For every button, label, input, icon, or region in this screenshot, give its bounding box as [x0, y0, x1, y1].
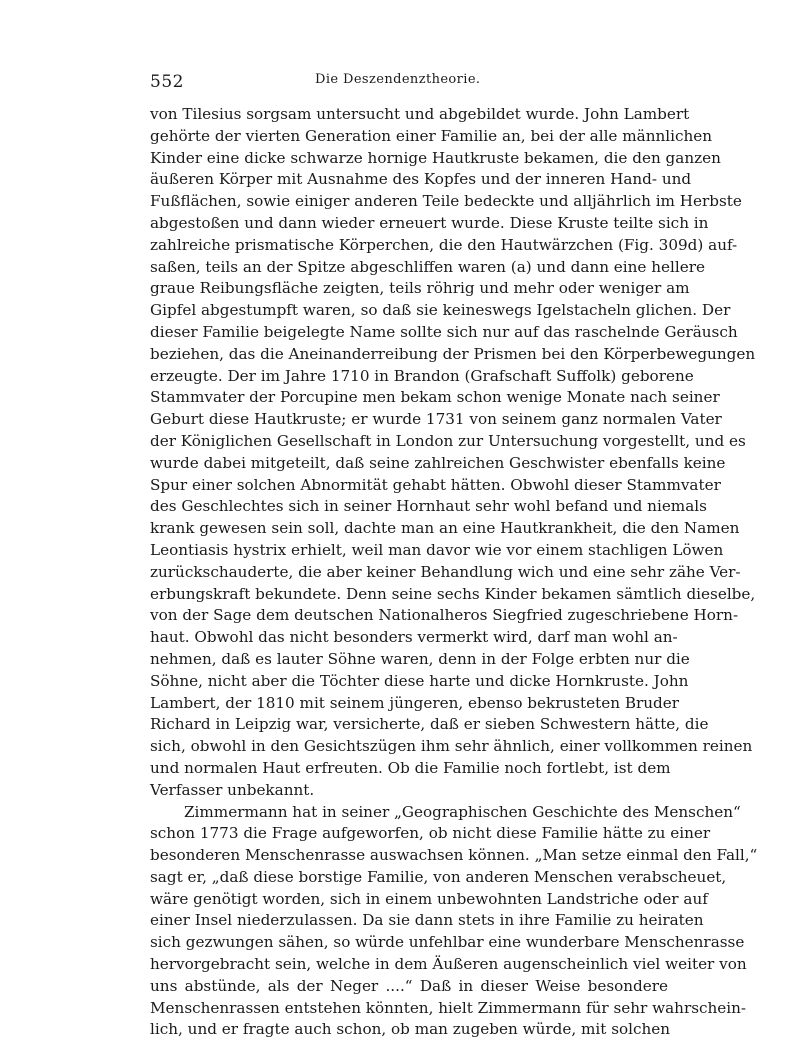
text-line: saßen, teils an der Spitze abgeschliffen waren (a) und dann eine hellere [150, 257, 705, 276]
text-line: lich, und er fragte auch schon, ob man zugeben würde, mit solchen [150, 1020, 671, 1039]
text-line: zurückschauderte, die aber keiner Behandlung wich und eine sehr zähe Ver- [150, 562, 741, 581]
text-line: krank gewesen sein soll, dachte man an eine Hautkrankheit, die den Namen [150, 519, 740, 538]
text-line: Fußflächen, sowie einiger anderen Teile bedeckte und alljährlich im Herbste [150, 192, 742, 211]
text-line: Kinder eine dicke schwarze hornige Hautkruste bekamen, die den ganzen [150, 148, 721, 167]
text-line: dieser Familie beigelegte Name sollte sich nur auf das raschelnde Geräusch [150, 322, 738, 341]
text-line: Leontiasis hystrix erhielt, weil man davor wie vor einem stachligen Löwen [150, 540, 724, 559]
text-line: Stammvater der Porcupine men bekam schon wenige Monate nach seiner [150, 388, 720, 407]
text-line: erzeugte. Der im Jahre 1710 in Brandon (Grafschaft Suffolk) geborene [150, 366, 694, 385]
text-line: Menschenrassen entstehen könnten, hielt Zimmermann für sehr wahrschein- [150, 998, 747, 1017]
text-line: sich, obwohl in den Gesichtszügen ihm sehr ähnlich, einer vollkommen reinen [150, 737, 753, 756]
text-line: nehmen, daß es lauter Söhne waren, denn in der Folge erbten nur die [150, 649, 690, 668]
text-line: Spur einer solchen Abnormität gehabt hätten. Obwohl dieser Stammvater [150, 475, 721, 494]
text-line: uns abstünde, als der Neger ....“ Daß in dieser Weise besondere [150, 976, 668, 995]
text-line: besonderen Menschenrasse auswachsen können. „Man setze einmal den Fall,“ [150, 846, 758, 865]
text-line: graue Reibungsfläche zeigten, teils röhrig und mehr oder weniger am [150, 279, 690, 298]
running-title: Die Deszendenztheorie. [315, 72, 481, 87]
text-line: wurde dabei mitgeteilt, daß seine zahlreichen Geschwister ebenfalls keine [150, 453, 726, 472]
body-text [150, 104, 758, 1041]
text-line: haut. Obwohl das nicht besonders vermerkt wird, darf man wohl an- [150, 628, 678, 647]
text-line: wäre genötigt worden, sich in einem unbewohnten Landstriche oder auf [150, 889, 708, 908]
text-line: Geburt diese Hautkruste; er wurde 1731 von seinem ganz normalen Vater [150, 410, 722, 429]
text-line: beziehen, das die Aneinanderreibung der Prismen bei den Körperbewegungen [150, 344, 756, 363]
page-header [150, 72, 660, 96]
text-line: sagt er, „daß diese borstige Familie, von anderen Menschen verabscheuet, [150, 867, 727, 886]
text-line: Söhne, nicht aber die Töchter diese harte und dicke Hornkruste. John [150, 671, 689, 690]
text-line: gehörte der vierten Generation einer Familie an, bei der alle männlichen [150, 126, 713, 145]
text-line: Richard in Leipzig war, versicherte, daß er sieben Schwestern hätte, die [150, 715, 709, 734]
text-line: Gipfel abgestumpft waren, so daß sie keineswegs Igelstacheln glichen. Der [150, 301, 731, 320]
text-line: und normalen Haut erfreuten. Ob die Familie noch fortlebt, ist dem [150, 758, 671, 777]
text-line: einer Insel niederzulassen. Da sie dann stets in ihre Familie zu heiraten [150, 911, 704, 930]
text-line: von der Sage dem deutschen Nationalheros Siegfried zugeschriebene Horn- [150, 606, 739, 625]
text-line: Lambert, der 1810 mit seinem jüngeren, ebenso bekrusteten Bruder [150, 693, 679, 712]
paragraph [150, 104, 756, 802]
text-line: von Tilesius sorgsam untersucht und abgebildet wurde. John Lambert [150, 105, 690, 123]
text-line: erbungskraft bekundete. Denn seine sechs Kinder bekamen sämtlich dieselbe, [150, 584, 756, 603]
text-line: des Geschlechtes sich in seiner Hornhaut sehr wohl befand und niemals [150, 497, 707, 516]
text-line: schon 1773 die Frage aufgeworfen, ob nicht diese Familie hätte zu einer [150, 824, 711, 843]
paragraph [150, 802, 758, 1042]
text-line: Verfasser unbekannt. [150, 780, 315, 799]
text-line: äußeren Körper mit Ausnahme des Kopfes und der inneren Hand- und [150, 170, 692, 189]
text-line: abgestoßen und dann wieder erneuert wurde. Diese Kruste teilte sich in [150, 213, 709, 232]
text-line: der Königlichen Gesellschaft in London zur Untersuchung vorgestellt, und es [150, 431, 746, 450]
text-line: sich gezwungen sähen, so würde unfehlbar eine wunderbare Menschenrasse [150, 933, 745, 952]
text-line: hervorgebracht sein, welche in dem Äußeren augenscheinlich viel weiter von [150, 955, 747, 974]
text-line: Zimmermann hat in seiner „Geographischen Geschichte des Menschen“ [184, 802, 741, 821]
text-line: zahlreiche prismatische Körperchen, die den Hautwärzchen (Fig. 309d) auf- [150, 235, 738, 254]
page-number: 552 [150, 72, 184, 92]
